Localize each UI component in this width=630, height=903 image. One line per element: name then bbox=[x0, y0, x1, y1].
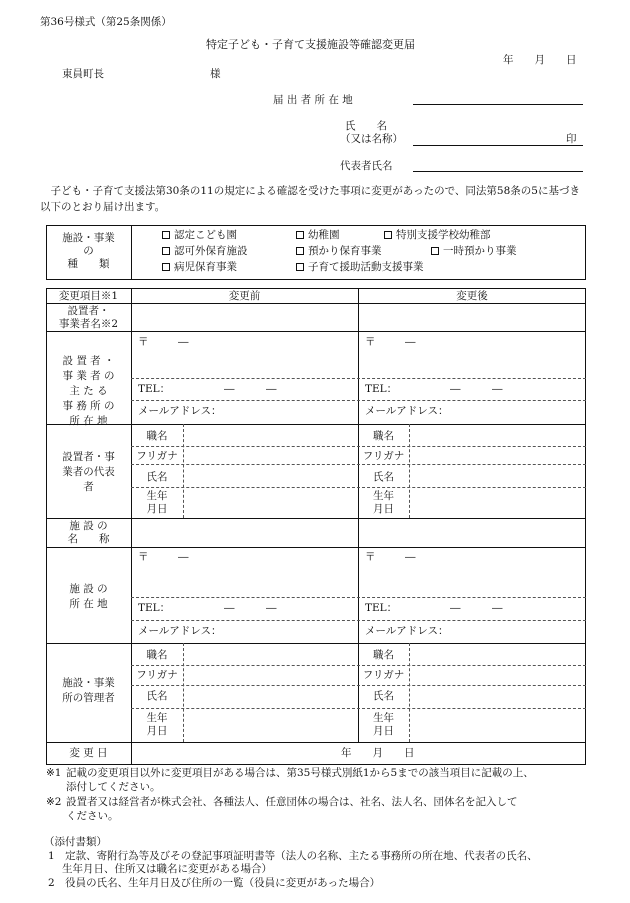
rep-post-label-before: 職名 bbox=[146, 430, 168, 442]
mgr-name-label-before: 氏名 bbox=[146, 690, 168, 702]
row-label-founder-name: 設置者・ 事業者名※2 bbox=[58, 305, 119, 330]
row-label-office-2: 事 業 者 の bbox=[62, 370, 115, 382]
mgr-birth-label-after-2: 月日 bbox=[373, 725, 394, 737]
mgr-furigana-label-after: フリガナ bbox=[362, 669, 405, 681]
postal-mark-after: 〒 bbox=[365, 336, 376, 348]
attachment-2: 2 役員の氏名、生年月日及び住所の一覧（役員に変更があった場合） bbox=[48, 877, 381, 889]
checkbox-icon[interactable] bbox=[296, 231, 304, 239]
fac-tel-dashes-after: ― ― bbox=[450, 602, 503, 614]
tel-label-before: TEL： bbox=[138, 383, 171, 395]
checkbox-icon[interactable] bbox=[162, 231, 170, 239]
postal-mark-before: 〒 bbox=[138, 336, 149, 348]
tel-label-after: TEL： bbox=[365, 383, 398, 395]
row-label-office-5: 所 在 地 bbox=[69, 415, 108, 427]
option-ichiji-azukari[interactable]: 一時預かり事業 bbox=[431, 245, 517, 258]
option-azukari-hoiku[interactable]: 預かり保育事業 bbox=[296, 245, 382, 258]
founder-name-after[interactable] bbox=[359, 304, 585, 331]
submission-date[interactable]: 年 月 日 bbox=[503, 54, 577, 66]
note-2-line-1: 設置者又は経営者が株式会社、各種法人、任意団体の場合は、社名、法人名、団体名を記入して bbox=[66, 796, 518, 808]
option-kosodate-enjo[interactable]: 子育て援助活動支援事業 bbox=[296, 261, 424, 274]
mgr-birth-label-before-2: 月日 bbox=[146, 725, 168, 737]
col-header-after: 変更後 bbox=[456, 290, 488, 302]
fac-email-label-after: メールアドレス： bbox=[365, 625, 449, 637]
checkbox-icon[interactable] bbox=[384, 231, 392, 239]
row-label-office-4: 事 務 所 の bbox=[62, 400, 115, 412]
fac-tel-label-before: TEL： bbox=[138, 602, 171, 614]
row-label-office-3: 主 た る bbox=[69, 385, 108, 397]
checkbox-icon[interactable] bbox=[162, 263, 170, 271]
row-label-facaddr-2: 所 在 地 bbox=[69, 598, 108, 610]
checkbox-icon[interactable] bbox=[296, 247, 304, 255]
facility-type-label-3: 種 類 bbox=[67, 258, 110, 270]
row-label-facaddr-1: 施 設 の bbox=[69, 583, 108, 595]
fac-tel-label-after: TEL： bbox=[365, 602, 398, 614]
email-label-after: メールアドレス： bbox=[365, 405, 449, 417]
rep-birth-label-after-1: 生年 bbox=[373, 490, 394, 502]
mgr-post-label-before: 職名 bbox=[146, 649, 168, 661]
attachment-1-line-2: 生年月日、住所又は職名に変更がある場合） bbox=[62, 863, 272, 875]
option-nintei-kodomoen[interactable]: 認定こども園 bbox=[162, 229, 237, 242]
addressee: 東員町長 bbox=[62, 68, 104, 80]
seal-mark: 印 bbox=[566, 133, 577, 145]
facility-name-before[interactable] bbox=[132, 519, 357, 546]
col-header-before: 変更前 bbox=[228, 290, 261, 302]
representative-field[interactable] bbox=[413, 171, 583, 172]
facility-type-label-1: 施設・事業 bbox=[62, 232, 115, 244]
mgr-name-label-after: 氏名 bbox=[373, 690, 394, 702]
checkbox-icon[interactable] bbox=[431, 247, 439, 255]
row-label-office-1: 設 置 者 ・ bbox=[62, 355, 115, 367]
rep-furigana-label-after: フリガナ bbox=[362, 450, 405, 462]
applicant-name-field[interactable] bbox=[413, 145, 583, 146]
tel-dashes-before: ― ― bbox=[224, 383, 277, 395]
applicant-address-field[interactable] bbox=[413, 104, 583, 105]
row-label-rep-3: 者 bbox=[83, 481, 94, 493]
postal-dash-before: ― bbox=[178, 336, 189, 348]
tel-dashes-after: ― ― bbox=[450, 383, 503, 395]
fac-postal-dash-before: ― bbox=[178, 551, 189, 563]
facility-type-label-2: の bbox=[83, 245, 94, 257]
rep-post-label-after: 職名 bbox=[373, 430, 394, 442]
email-label-before: メールアドレス： bbox=[138, 405, 222, 417]
option-ninkagai[interactable]: 認可外保育施設 bbox=[162, 245, 248, 258]
row-label-rep-2: 業者の代表 bbox=[62, 466, 115, 478]
applicant-address-label: 届 出 者 所 在 地 bbox=[273, 94, 353, 106]
note-2-line-2: ください。 bbox=[66, 810, 119, 822]
attachments-heading: （添付書類） bbox=[44, 836, 107, 848]
page-title: 特定子ども・子育て支援施設等確認変更届 bbox=[206, 38, 415, 51]
note-1-line-2: 添付してください。 bbox=[66, 781, 161, 793]
mgr-birth-label-before-1: 生年 bbox=[146, 712, 168, 724]
rep-birth-label-after-2: 月日 bbox=[373, 503, 394, 515]
applicant-name-sublabel: （又は名称） bbox=[340, 133, 403, 145]
fac-postal-mark-after: 〒 bbox=[365, 551, 376, 563]
rep-name-label-before: 氏名 bbox=[146, 471, 168, 483]
checkbox-icon[interactable] bbox=[296, 263, 304, 271]
fac-postal-mark-before: 〒 bbox=[138, 551, 149, 563]
mgr-birth-label-after-1: 生年 bbox=[373, 712, 394, 724]
note-2-mark: ※2 bbox=[46, 796, 62, 808]
honorific: 様 bbox=[210, 68, 221, 80]
postal-dash-after: ― bbox=[405, 336, 416, 348]
option-tokubetsu-shien[interactable]: 特別支援学校幼稚部 bbox=[384, 229, 491, 242]
col-header-item: 変更項目※1 bbox=[58, 290, 119, 302]
intro-paragraph: 子ども・子育て支援法第30条の11の規定による確認を受けた事項に変更があったので、同法第58条の5に基づき以下のとおり届け出ます。 bbox=[40, 185, 580, 213]
applicant-name-label: 氏 名 bbox=[345, 120, 387, 132]
attachment-1-line-1: 1 定款、寄附行為等及びその登記事項証明書等（法人の名称、主たる事務所の所在地、代表者の氏名、 bbox=[48, 850, 538, 862]
fac-email-label-before: メールアドレス： bbox=[138, 625, 222, 637]
note-1-line-1: 記載の変更項目以外に変更項目がある場合は、第35号様式別紙1から5までの該当項目に記載の上、 bbox=[66, 767, 534, 779]
rep-furigana-label-before: フリガナ bbox=[136, 450, 178, 462]
fac-postal-dash-after: ― bbox=[405, 551, 416, 563]
rep-birth-label-before-2: 月日 bbox=[146, 503, 168, 515]
checkbox-icon[interactable] bbox=[162, 247, 170, 255]
row-label-mgr-1: 施設・事業 bbox=[62, 677, 115, 689]
row-label-facname-2: 名 称 bbox=[67, 533, 110, 545]
note-1-mark: ※1 bbox=[46, 767, 62, 779]
representative-label: 代表者氏名 bbox=[340, 160, 393, 172]
mgr-post-label-after: 職名 bbox=[373, 649, 394, 661]
rep-birth-label-before-1: 生年 bbox=[146, 490, 168, 502]
founder-name-before[interactable] bbox=[132, 304, 357, 331]
row-label-rep-1: 設置者・事 bbox=[62, 451, 115, 463]
row-label-change-date: 変 更 日 bbox=[69, 747, 108, 759]
mgr-furigana-label-before: フリガナ bbox=[136, 669, 178, 681]
row-label-facname-1: 施 設 の bbox=[69, 520, 108, 532]
facility-name-after[interactable] bbox=[359, 519, 585, 546]
fac-tel-dashes-before: ― ― bbox=[224, 602, 277, 614]
option-byouji-hoiku[interactable]: 病児保育事業 bbox=[162, 261, 237, 274]
option-youchien[interactable]: 幼稚園 bbox=[296, 229, 340, 242]
rep-name-label-after: 氏名 bbox=[373, 471, 394, 483]
row-label-mgr-2: 所の管理者 bbox=[62, 692, 115, 704]
change-date-field[interactable]: 年 月 日 bbox=[341, 747, 415, 759]
form-number: 第36号様式（第25条関係） bbox=[40, 16, 172, 28]
